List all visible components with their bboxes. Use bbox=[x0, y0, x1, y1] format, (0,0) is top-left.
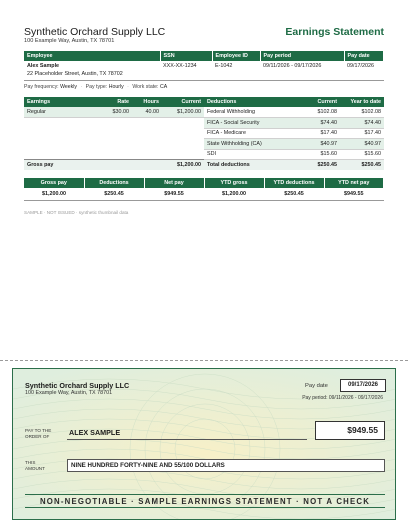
deduction-name: Federal Withholding bbox=[204, 107, 300, 118]
summary-table bbox=[24, 178, 384, 201]
employee-id: E-1042 bbox=[215, 63, 233, 69]
deduction-ytd: $74.40 bbox=[340, 118, 384, 129]
summary-ytd-deductions-header: YTD deductions bbox=[264, 178, 324, 188]
total-deductions-ytd: $250.45 bbox=[340, 160, 384, 171]
earning-rate: $30.00 bbox=[94, 107, 132, 118]
document-title: Earnings Statement bbox=[285, 26, 384, 38]
table-row bbox=[204, 128, 384, 139]
summary-deductions-header: Deductions bbox=[84, 178, 144, 188]
deductions-header: Deductions bbox=[204, 97, 300, 107]
rate-header: Rate bbox=[94, 97, 132, 107]
deduction-name: SDI bbox=[204, 149, 300, 160]
separator: · bbox=[127, 84, 129, 90]
employee-header: Employee bbox=[24, 51, 160, 61]
pay-date-header: Pay date bbox=[344, 51, 384, 61]
table-row bbox=[204, 118, 384, 129]
non-negotiable-banner: NON-NEGOTIABLE · SAMPLE EARNINGS STATEMENT · NOT A CHECK bbox=[25, 494, 385, 508]
summary-ytd-net-value: $949.55 bbox=[324, 188, 384, 201]
this-amount-label bbox=[25, 460, 45, 472]
ded-ytd-header: Year to date bbox=[340, 97, 384, 107]
hours-header: Hours bbox=[132, 97, 162, 107]
employee-ssn: XXX-XX-1234 bbox=[163, 63, 197, 69]
this-amount-label-line2: AMOUNT bbox=[25, 466, 45, 471]
work-state-value: CA bbox=[159, 84, 168, 90]
check-company-name: Synthetic Orchard Supply LLC bbox=[25, 381, 130, 390]
pay-to-label-line2: ORDER OF bbox=[25, 434, 50, 439]
pay-info-line bbox=[24, 84, 167, 90]
earnings-table bbox=[24, 97, 204, 170]
pay-frequency-label: Pay frequency: bbox=[24, 84, 59, 90]
summary-net-value: $949.55 bbox=[144, 188, 204, 201]
deduction-current: $74.40 bbox=[300, 118, 340, 129]
employee-address: 22 Placeholder Street, Austin, TX 78702 bbox=[27, 70, 123, 77]
ssn-header: SSN bbox=[160, 51, 212, 61]
check-pay-period: Pay period: 09/11/2026 - 09/17/2026 bbox=[302, 395, 383, 401]
table-row bbox=[24, 149, 204, 160]
deduction-ytd: $17.40 bbox=[340, 128, 384, 139]
pay-type-value: Hourly bbox=[108, 84, 124, 90]
employee-pay-period: 09/11/2026 - 09/17/2026 bbox=[263, 63, 322, 69]
summary-ytd-net-header: YTD net pay bbox=[324, 178, 384, 188]
summary-gross-header: Gross pay bbox=[24, 178, 84, 188]
check-date-label: Pay date bbox=[305, 383, 328, 389]
pay-to-label bbox=[25, 428, 51, 440]
perforation-line bbox=[0, 360, 408, 361]
amount-in-words: NINE HUNDRED FORTY-NINE AND 55/100 DOLLARS bbox=[67, 459, 385, 472]
company-address: 100 Example Way, Austin, TX 78701 bbox=[24, 38, 115, 44]
deduction-current: $17.40 bbox=[300, 128, 340, 139]
deduction-name: State Withholding (CA) bbox=[204, 139, 300, 150]
summary-net-header: Net pay bbox=[144, 178, 204, 188]
table-row bbox=[204, 107, 384, 118]
summary-deductions-value: $250.45 bbox=[84, 188, 144, 201]
table-row bbox=[24, 139, 204, 150]
deduction-name: FICA - Social Security bbox=[204, 118, 300, 129]
deduction-name: FICA - Medicare bbox=[204, 128, 300, 139]
deduction-current: $15.60 bbox=[300, 149, 340, 160]
employee-id-header: Employee ID bbox=[212, 51, 260, 61]
pay-period-header: Pay period bbox=[260, 51, 344, 61]
table-row bbox=[24, 188, 384, 201]
deductions-table bbox=[204, 97, 384, 170]
check-content bbox=[13, 369, 395, 519]
table-row bbox=[24, 107, 204, 118]
summary-ytd-deductions-value: $250.45 bbox=[264, 188, 324, 201]
earning-hours: 40.00 bbox=[132, 107, 162, 118]
work-state-label: Work state: bbox=[132, 84, 159, 90]
divider bbox=[24, 80, 384, 81]
this-amount-label-line1: THIS bbox=[25, 460, 36, 465]
total-deductions-row bbox=[204, 160, 384, 171]
gross-pay-value: $1,200.00 bbox=[162, 160, 204, 171]
payee-name: ALEX SAMPLE bbox=[69, 428, 121, 437]
earning-name: Regular bbox=[24, 107, 94, 118]
deduction-ytd: $15.60 bbox=[340, 149, 384, 160]
employee-cell bbox=[24, 61, 160, 80]
payee-line bbox=[67, 439, 307, 440]
deduction-current: $102.08 bbox=[300, 107, 340, 118]
current-header: Current bbox=[162, 97, 204, 107]
pay-frequency-value: Weekly bbox=[60, 84, 77, 90]
employee-name: Alex Sample bbox=[27, 63, 60, 69]
sample-note: SAMPLE · NOT ISSUED · synthetic thumbnail data bbox=[24, 210, 129, 215]
summary-ytd-gross-header: YTD gross bbox=[204, 178, 264, 188]
total-deductions-label: Total deductions bbox=[204, 160, 300, 171]
gross-pay-row bbox=[24, 160, 204, 171]
ded-current-header: Current bbox=[300, 97, 340, 107]
check-amount-box: $949.55 bbox=[315, 421, 385, 440]
gross-pay-label: Gross pay bbox=[24, 160, 162, 171]
check-section bbox=[12, 368, 396, 520]
check-company-address: 100 Example Way, Austin, TX 78701 bbox=[25, 390, 113, 396]
separator: · bbox=[80, 84, 83, 90]
deduction-ytd: $40.97 bbox=[340, 139, 384, 150]
table-row bbox=[204, 139, 384, 150]
employee-pay-date: 09/17/2026 bbox=[347, 63, 374, 69]
summary-gross-value: $1,200.00 bbox=[24, 188, 84, 201]
table-row bbox=[24, 118, 204, 129]
summary-ytd-gross-value: $1,200.00 bbox=[204, 188, 264, 201]
check-date-box: 09/17/2026 bbox=[340, 379, 386, 392]
deduction-ytd: $102.08 bbox=[340, 107, 384, 118]
table-row bbox=[204, 149, 384, 160]
total-deductions-current: $250.45 bbox=[300, 160, 340, 171]
employee-info-table bbox=[24, 51, 384, 80]
table-row bbox=[24, 128, 204, 139]
company-name: Synthetic Orchard Supply LLC bbox=[24, 26, 166, 38]
pay-type-label: Pay type: bbox=[85, 84, 108, 90]
pay-to-label-line1: PAY TO THE bbox=[25, 428, 52, 433]
earning-current: $1,200.00 bbox=[162, 107, 204, 118]
earnings-header: Earnings bbox=[24, 97, 94, 107]
deduction-current: $40.97 bbox=[300, 139, 340, 150]
